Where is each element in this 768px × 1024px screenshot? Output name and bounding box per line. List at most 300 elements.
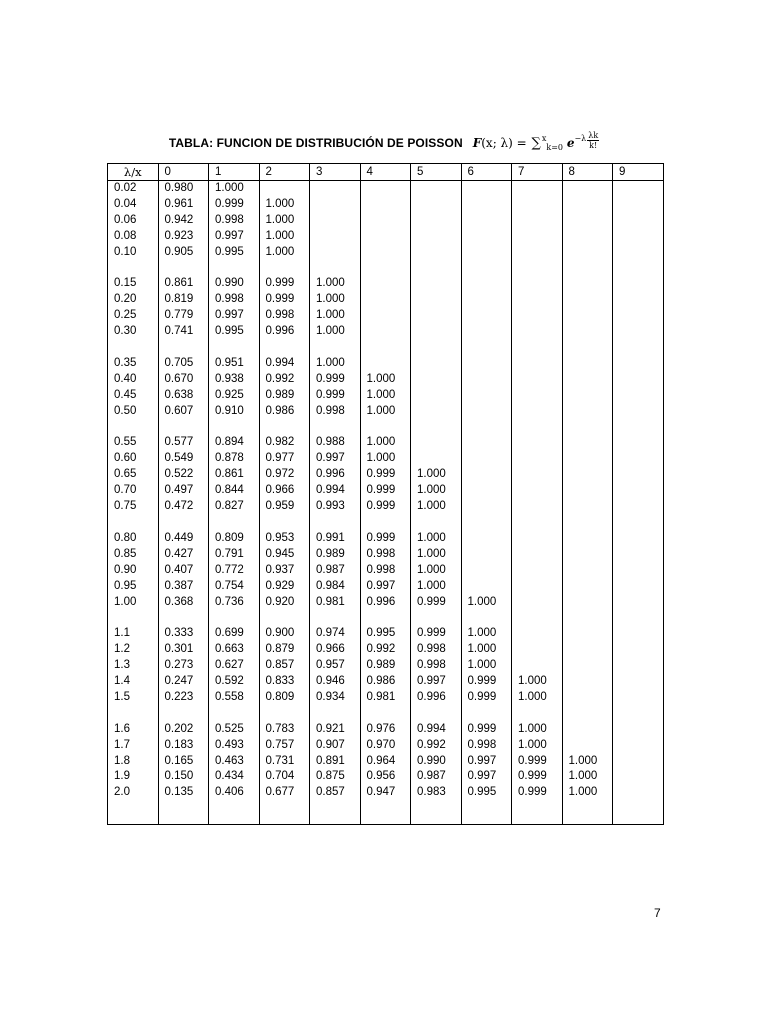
probability-cell: 0.670 [158, 372, 209, 388]
probability-cell: 1.000 [411, 483, 462, 499]
empty-cell [613, 563, 664, 579]
empty-cell [158, 610, 209, 626]
empty-cell [562, 340, 613, 356]
probability-cell: 0.607 [158, 404, 209, 420]
empty-cell [108, 706, 159, 722]
empty-cell [562, 706, 613, 722]
probability-cell: 0.989 [310, 547, 361, 563]
probability-cell: 0.910 [209, 404, 260, 420]
probability-cell: 1.000 [259, 197, 310, 213]
header-x-7: 7 [512, 164, 563, 181]
probability-cell: 0.387 [158, 579, 209, 595]
group-spacer [108, 340, 664, 356]
empty-cell [613, 229, 664, 245]
empty-cell [411, 229, 462, 245]
empty-cell [562, 213, 613, 229]
empty-cell [310, 610, 361, 626]
probability-cell: 0.953 [259, 531, 310, 547]
empty-cell [512, 579, 563, 595]
header-x-2: 2 [259, 164, 310, 181]
empty-cell [562, 722, 613, 738]
empty-cell [512, 308, 563, 324]
empty-cell [562, 690, 613, 706]
probability-cell: 0.861 [158, 276, 209, 292]
empty-cell [562, 356, 613, 372]
empty-cell [461, 388, 512, 404]
probability-cell: 0.999 [259, 292, 310, 308]
formula-args: (x; λ) = [481, 136, 527, 150]
empty-cell [310, 181, 361, 197]
empty-cell [461, 515, 512, 531]
empty-cell [613, 579, 664, 595]
empty-cell [411, 420, 462, 436]
lambda-cell: 0.75 [108, 499, 159, 515]
empty-cell [411, 181, 462, 197]
empty-cell [310, 515, 361, 531]
table-row [108, 276, 664, 292]
empty-cell [310, 213, 361, 229]
probability-cell: 0.861 [209, 467, 260, 483]
probability-cell: 0.983 [411, 785, 462, 801]
probability-cell: 0.833 [259, 674, 310, 690]
probability-cell: 0.999 [209, 197, 260, 213]
probability-cell: 0.995 [209, 245, 260, 261]
empty-cell [613, 467, 664, 483]
probability-cell: 0.990 [209, 276, 260, 292]
lambda-cell: 1.9 [108, 769, 159, 785]
group-spacer [108, 261, 664, 277]
probability-cell: 0.966 [259, 483, 310, 499]
empty-cell [613, 435, 664, 451]
probability-cell: 0.999 [310, 372, 361, 388]
empty-cell [360, 706, 411, 722]
probability-cell: 1.000 [461, 658, 512, 674]
table-row [108, 404, 664, 420]
probability-cell: 0.980 [158, 181, 209, 197]
probability-cell: 0.301 [158, 642, 209, 658]
empty-cell [360, 261, 411, 277]
probability-cell: 0.994 [411, 722, 462, 738]
formula-frac-denominator: k! [589, 140, 598, 150]
probability-cell: 0.996 [310, 467, 361, 483]
empty-cell [512, 292, 563, 308]
table-row [108, 754, 664, 770]
probability-cell: 0.449 [158, 531, 209, 547]
empty-cell [360, 308, 411, 324]
page-title [0, 128, 768, 158]
probability-cell: 0.990 [411, 754, 462, 770]
probability-cell: 0.757 [259, 738, 310, 754]
empty-cell [209, 340, 260, 356]
empty-cell [562, 515, 613, 531]
probability-cell: 1.000 [512, 722, 563, 738]
lambda-cell: 0.45 [108, 388, 159, 404]
lambda-cell: 0.25 [108, 308, 159, 324]
empty-cell [613, 292, 664, 308]
probability-cell: 0.920 [259, 595, 310, 611]
probability-cell: 0.891 [310, 754, 361, 770]
probability-cell: 0.999 [461, 674, 512, 690]
probability-cell: 0.995 [461, 785, 512, 801]
empty-cell [360, 801, 411, 825]
empty-cell [360, 340, 411, 356]
empty-cell [613, 276, 664, 292]
lambda-cell: 0.65 [108, 467, 159, 483]
probability-cell: 0.957 [310, 658, 361, 674]
empty-cell [411, 372, 462, 388]
empty-cell [562, 229, 613, 245]
probability-cell: 0.997 [411, 674, 462, 690]
probability-cell: 0.999 [461, 722, 512, 738]
table-row [108, 483, 664, 499]
empty-cell [411, 340, 462, 356]
empty-cell [613, 324, 664, 340]
empty-cell [512, 435, 563, 451]
probability-cell: 0.989 [259, 388, 310, 404]
probability-cell: 1.000 [209, 181, 260, 197]
probability-cell: 0.992 [259, 372, 310, 388]
probability-cell: 0.819 [158, 292, 209, 308]
empty-cell [512, 245, 563, 261]
empty-cell [562, 420, 613, 436]
probability-cell: 0.704 [259, 769, 310, 785]
empty-cell [613, 388, 664, 404]
empty-cell [613, 610, 664, 626]
probability-cell: 0.333 [158, 626, 209, 642]
probability-cell: 0.844 [209, 483, 260, 499]
empty-cell [108, 261, 159, 277]
table-row [108, 547, 664, 563]
empty-cell [461, 435, 512, 451]
empty-cell [613, 372, 664, 388]
probability-cell: 0.999 [360, 499, 411, 515]
probability-cell: 0.999 [512, 754, 563, 770]
empty-cell [411, 801, 462, 825]
probability-cell: 0.946 [310, 674, 361, 690]
probability-cell: 0.202 [158, 722, 209, 738]
probability-cell: 0.972 [259, 467, 310, 483]
empty-cell [411, 610, 462, 626]
empty-cell [360, 420, 411, 436]
empty-cell [411, 308, 462, 324]
empty-cell [512, 197, 563, 213]
page-number: 7 [654, 906, 661, 920]
empty-cell [158, 420, 209, 436]
empty-cell [562, 308, 613, 324]
empty-cell [512, 642, 563, 658]
probability-cell: 0.945 [259, 547, 310, 563]
probability-cell: 1.000 [259, 213, 310, 229]
empty-cell [613, 197, 664, 213]
lambda-cell: 0.15 [108, 276, 159, 292]
probability-cell: 1.000 [411, 531, 462, 547]
empty-cell [512, 261, 563, 277]
probability-cell: 0.247 [158, 674, 209, 690]
empty-cell [209, 610, 260, 626]
empty-cell [562, 674, 613, 690]
empty-cell [310, 801, 361, 825]
probability-cell: 0.997 [461, 754, 512, 770]
empty-cell [562, 276, 613, 292]
empty-cell [512, 483, 563, 499]
probability-cell: 0.999 [360, 531, 411, 547]
empty-cell [108, 515, 159, 531]
probability-cell: 0.996 [411, 690, 462, 706]
header-x-4: 4 [360, 164, 411, 181]
probability-cell: 0.998 [360, 547, 411, 563]
probability-cell: 0.981 [360, 690, 411, 706]
probability-cell: 0.549 [158, 451, 209, 467]
lambda-cell: 0.08 [108, 229, 159, 245]
probability-cell: 0.998 [259, 308, 310, 324]
empty-cell [512, 610, 563, 626]
empty-cell [461, 706, 512, 722]
empty-cell [411, 435, 462, 451]
probability-cell: 0.997 [360, 579, 411, 595]
probability-cell: 1.000 [310, 292, 361, 308]
empty-cell [108, 420, 159, 436]
empty-cell [259, 420, 310, 436]
empty-cell [512, 563, 563, 579]
probability-cell: 0.997 [310, 451, 361, 467]
empty-cell [360, 324, 411, 340]
empty-cell [613, 722, 664, 738]
probability-cell: 0.996 [259, 324, 310, 340]
empty-cell [512, 658, 563, 674]
empty-cell [461, 610, 512, 626]
empty-cell [310, 245, 361, 261]
probability-cell: 0.921 [310, 722, 361, 738]
probability-cell: 1.000 [310, 356, 361, 372]
table-row [108, 308, 664, 324]
empty-cell [360, 292, 411, 308]
probability-cell: 0.875 [310, 769, 361, 785]
probability-cell: 0.493 [209, 738, 260, 754]
empty-cell [562, 801, 613, 825]
empty-cell [613, 181, 664, 197]
probability-cell: 0.999 [512, 769, 563, 785]
empty-cell [259, 801, 310, 825]
probability-cell: 0.996 [360, 595, 411, 611]
group-spacer [108, 706, 664, 722]
probability-cell: 0.857 [310, 785, 361, 801]
formula-frac-numerator: λk [588, 130, 599, 140]
header-x-1: 1 [209, 164, 260, 181]
empty-cell [613, 547, 664, 563]
probability-cell: 0.961 [158, 197, 209, 213]
empty-cell [613, 356, 664, 372]
probability-cell: 0.959 [259, 499, 310, 515]
probability-cell: 0.951 [209, 356, 260, 372]
table-row [108, 245, 664, 261]
probability-cell: 0.947 [360, 785, 411, 801]
probability-cell: 0.997 [461, 769, 512, 785]
probability-cell: 0.165 [158, 754, 209, 770]
empty-cell [613, 261, 664, 277]
probability-cell: 0.934 [310, 690, 361, 706]
empty-cell [562, 404, 613, 420]
empty-cell [461, 372, 512, 388]
table-row [108, 595, 664, 611]
probability-cell: 0.183 [158, 738, 209, 754]
probability-cell: 0.999 [360, 467, 411, 483]
probability-cell: 0.809 [259, 690, 310, 706]
table-row [108, 769, 664, 785]
table-row [108, 722, 664, 738]
table-row [108, 324, 664, 340]
probability-cell: 0.991 [310, 531, 361, 547]
empty-cell [613, 754, 664, 770]
probability-cell: 1.000 [411, 499, 462, 515]
empty-cell [562, 245, 613, 261]
empty-cell [562, 435, 613, 451]
empty-cell [411, 515, 462, 531]
probability-cell: 1.000 [259, 245, 310, 261]
probability-cell: 0.783 [259, 722, 310, 738]
empty-cell [613, 420, 664, 436]
empty-cell [613, 308, 664, 324]
lambda-cell: 0.60 [108, 451, 159, 467]
probability-cell: 0.999 [411, 595, 462, 611]
table-row [108, 467, 664, 483]
empty-cell [360, 356, 411, 372]
probability-cell: 0.964 [360, 754, 411, 770]
probability-cell: 0.731 [259, 754, 310, 770]
empty-cell [461, 292, 512, 308]
empty-cell [512, 451, 563, 467]
empty-cell [158, 801, 209, 825]
table-row [108, 372, 664, 388]
probability-cell: 0.956 [360, 769, 411, 785]
lambda-cell: 0.85 [108, 547, 159, 563]
empty-cell [613, 499, 664, 515]
probability-cell: 0.984 [310, 579, 361, 595]
probability-cell: 0.809 [209, 531, 260, 547]
empty-cell [108, 610, 159, 626]
probability-cell: 1.000 [310, 308, 361, 324]
empty-cell [562, 499, 613, 515]
empty-cell [512, 324, 563, 340]
empty-cell [613, 769, 664, 785]
empty-cell [461, 483, 512, 499]
empty-cell [613, 531, 664, 547]
empty-cell [360, 197, 411, 213]
lambda-cell: 0.40 [108, 372, 159, 388]
formula-func: F [472, 136, 482, 150]
lambda-cell: 0.80 [108, 531, 159, 547]
probability-cell: 0.368 [158, 595, 209, 611]
empty-cell [512, 595, 563, 611]
probability-cell: 0.995 [209, 324, 260, 340]
table-row [108, 181, 664, 197]
empty-cell [512, 706, 563, 722]
formula-fraction [587, 131, 599, 150]
probability-cell: 0.772 [209, 563, 260, 579]
probability-cell: 0.988 [310, 435, 361, 451]
probability-cell: 0.525 [209, 722, 260, 738]
lambda-cell: 0.55 [108, 435, 159, 451]
header-x-0: 0 [158, 164, 209, 181]
probability-cell: 0.905 [158, 245, 209, 261]
lambda-cell: 0.70 [108, 483, 159, 499]
empty-cell [461, 261, 512, 277]
lambda-cell: 1.5 [108, 690, 159, 706]
probability-cell: 1.000 [562, 754, 613, 770]
empty-cell [512, 388, 563, 404]
probability-cell: 0.998 [360, 563, 411, 579]
group-spacer [108, 610, 664, 626]
probability-cell: 0.998 [411, 658, 462, 674]
empty-cell [209, 515, 260, 531]
empty-cell [562, 388, 613, 404]
probability-cell: 0.463 [209, 754, 260, 770]
probability-cell: 1.000 [360, 388, 411, 404]
lambda-cell: 1.2 [108, 642, 159, 658]
poisson-table [107, 163, 664, 825]
probability-cell: 1.000 [360, 404, 411, 420]
empty-cell [562, 181, 613, 197]
probability-cell: 0.997 [209, 229, 260, 245]
empty-cell [411, 276, 462, 292]
empty-cell [411, 213, 462, 229]
empty-cell [158, 340, 209, 356]
table-row [108, 626, 664, 642]
empty-cell [461, 451, 512, 467]
empty-cell [461, 197, 512, 213]
probability-cell: 0.999 [259, 276, 310, 292]
empty-cell [613, 690, 664, 706]
probability-cell: 0.974 [310, 626, 361, 642]
probability-cell: 0.705 [158, 356, 209, 372]
probability-cell: 0.994 [310, 483, 361, 499]
empty-cell [461, 499, 512, 515]
empty-cell [411, 404, 462, 420]
probability-cell: 0.998 [411, 642, 462, 658]
probability-cell: 0.736 [209, 595, 260, 611]
lambda-cell: 1.8 [108, 754, 159, 770]
probability-cell: 0.900 [259, 626, 310, 642]
probability-cell: 0.150 [158, 769, 209, 785]
formula-sum-upper: x [541, 133, 547, 143]
empty-cell [562, 738, 613, 754]
table-row [108, 531, 664, 547]
empty-cell [461, 467, 512, 483]
empty-cell [360, 245, 411, 261]
empty-cell [461, 801, 512, 825]
empty-cell [613, 706, 664, 722]
probability-cell: 0.741 [158, 324, 209, 340]
empty-cell [360, 181, 411, 197]
empty-cell [562, 642, 613, 658]
lambda-cell: 1.7 [108, 738, 159, 754]
empty-cell [512, 404, 563, 420]
lambda-cell: 0.02 [108, 181, 159, 197]
empty-cell [411, 324, 462, 340]
empty-cell [562, 563, 613, 579]
empty-cell [461, 404, 512, 420]
header-x-3: 3 [310, 164, 361, 181]
empty-cell [461, 547, 512, 563]
probability-cell: 0.894 [209, 435, 260, 451]
probability-cell: 0.999 [360, 483, 411, 499]
probability-cell: 0.999 [310, 388, 361, 404]
probability-cell: 0.986 [360, 674, 411, 690]
table-row [108, 563, 664, 579]
table-row [108, 229, 664, 245]
header-x-9: 9 [613, 164, 664, 181]
empty-cell [562, 531, 613, 547]
empty-cell [562, 626, 613, 642]
